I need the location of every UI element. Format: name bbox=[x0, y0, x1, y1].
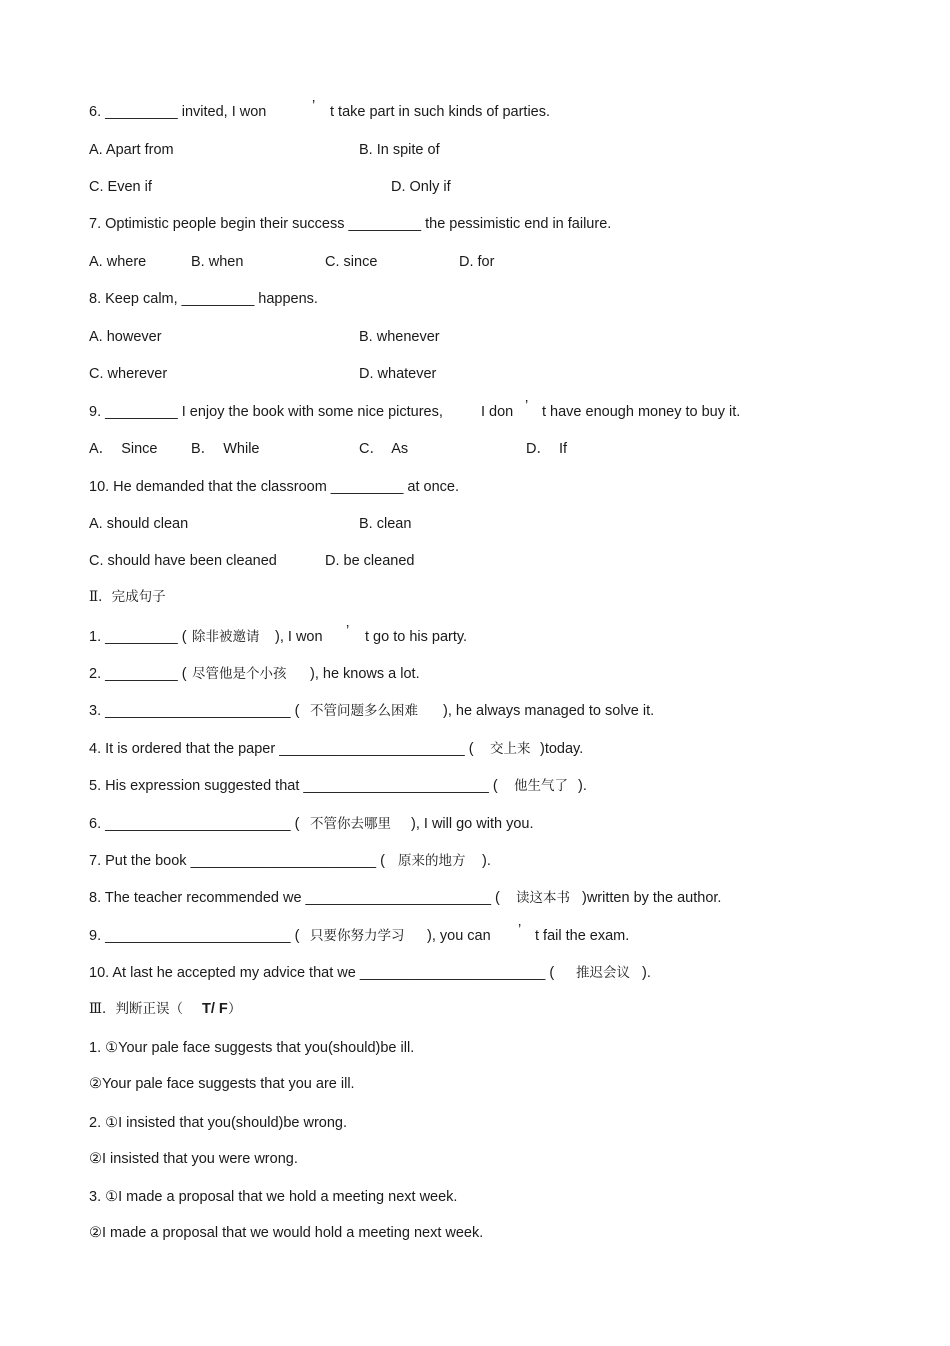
option-d: D． If bbox=[526, 441, 568, 457]
chinese-hint: 原来的地方 bbox=[398, 853, 466, 869]
item-text: )written by the author. bbox=[582, 890, 722, 906]
option-a: A. Apart from bbox=[89, 142, 174, 158]
section-heading: Ⅲ．判断正误（ bbox=[89, 1001, 184, 1017]
option-d: D. Only if bbox=[391, 179, 451, 195]
sentence-item bbox=[0, 739, 950, 759]
sentence-item bbox=[0, 851, 950, 871]
apostrophe: ’ bbox=[518, 922, 522, 938]
option-a: A． Since bbox=[89, 441, 158, 457]
option-b: B. clean bbox=[359, 516, 412, 532]
chinese-hint: 读这本书 bbox=[516, 890, 570, 906]
question-stem-end: t have enough money to buy it. bbox=[542, 404, 741, 420]
option-c: C. Even if bbox=[89, 179, 152, 195]
item-text: )today. bbox=[540, 741, 584, 757]
chinese-hint: 交上来 bbox=[490, 741, 531, 757]
option-a: A. however bbox=[89, 329, 162, 345]
question-stem: 6. _________ invited, I won bbox=[89, 104, 267, 120]
chinese-hint: 除非被邀请 bbox=[192, 629, 260, 645]
sentence-item bbox=[0, 623, 950, 647]
chinese-hint: 推迟会议 bbox=[576, 965, 630, 981]
option-d: D. for bbox=[459, 254, 495, 270]
section-heading: Ⅱ．完成句子 bbox=[89, 589, 166, 605]
judgement-item bbox=[0, 1074, 950, 1094]
item-text: 5. His expression suggested that _______________________ ( bbox=[89, 778, 498, 794]
option-d: D. be cleaned bbox=[325, 553, 415, 569]
option-a: A. where bbox=[89, 254, 147, 270]
item-text: ). bbox=[578, 778, 587, 794]
item-text: ). bbox=[642, 965, 651, 981]
section-heading-tf: T/ F bbox=[202, 1001, 228, 1017]
question-stem-mid: I don bbox=[481, 404, 514, 420]
item-text: ), I will go with you. bbox=[411, 816, 534, 832]
chinese-hint: 尽管他是个小孩 bbox=[192, 666, 287, 682]
item-text: 6. _______________________ ( bbox=[89, 816, 300, 832]
option-c: C． As bbox=[359, 441, 409, 457]
item-text: 1. ①Your pale face suggests that you(should)be ill. bbox=[89, 1040, 415, 1056]
options-row bbox=[0, 252, 950, 272]
item-text: 8. The teacher recommended we _______________________ ( bbox=[89, 890, 500, 906]
apostrophe: ’ bbox=[312, 98, 316, 114]
option-c: C. since bbox=[325, 254, 378, 270]
sentence-item bbox=[0, 664, 950, 684]
question-stem: 8. Keep calm, _________ happens. bbox=[89, 291, 318, 307]
item-text: 3. _______________________ ( bbox=[89, 703, 300, 719]
item-text: 2. ①I insisted that you(should)be wrong. bbox=[89, 1115, 348, 1131]
item-text: ②I made a proposal that we would hold a meeting next week. bbox=[89, 1225, 484, 1241]
judgement-item bbox=[0, 1113, 950, 1133]
option-d: D. whatever bbox=[359, 366, 437, 382]
question-8 bbox=[0, 289, 950, 309]
item-text: ), I won bbox=[275, 629, 323, 645]
question-9 bbox=[0, 398, 950, 422]
question-stem: 7. Optimistic people begin their success _________ the pessimistic end in failure. bbox=[89, 216, 612, 232]
options-row bbox=[0, 140, 950, 160]
chinese-hint: 不管你去哪里 bbox=[310, 816, 391, 832]
option-c: C. wherever bbox=[89, 366, 168, 382]
judgement-item bbox=[0, 1038, 950, 1058]
sentence-item bbox=[0, 888, 950, 908]
judgement-item bbox=[0, 1149, 950, 1169]
section-2-heading bbox=[0, 587, 950, 607]
item-text: 2. _________ ( bbox=[89, 666, 187, 682]
sentence-item bbox=[0, 963, 950, 983]
options-row bbox=[0, 551, 950, 571]
item-text: 4. It is ordered that the paper _______________________ ( bbox=[89, 741, 474, 757]
apostrophe: ’ bbox=[525, 398, 529, 414]
option-c: C. should have been cleaned bbox=[89, 553, 277, 569]
item-text: ②I insisted that you were wrong. bbox=[89, 1151, 298, 1167]
judgement-item bbox=[0, 1223, 950, 1243]
item-text: 1. _________ ( bbox=[89, 629, 187, 645]
section-3-heading bbox=[0, 999, 950, 1019]
item-text: ). bbox=[482, 853, 491, 869]
section-heading-end: ） bbox=[228, 1001, 242, 1017]
item-text: ②Your pale face suggests that you are ill. bbox=[89, 1076, 355, 1092]
option-b: B． While bbox=[191, 441, 260, 457]
item-text: 10. At last he accepted my advice that we _______________________ ( bbox=[89, 965, 555, 981]
question-6 bbox=[0, 98, 950, 122]
option-b: B. when bbox=[191, 254, 244, 270]
sentence-item bbox=[0, 814, 950, 834]
question-stem: 10. He demanded that the classroom _________ at once. bbox=[89, 479, 460, 495]
question-7 bbox=[0, 214, 950, 234]
item-text: 9. _______________________ ( bbox=[89, 928, 300, 944]
item-text: ), you can bbox=[427, 928, 491, 944]
option-b: B. In spite of bbox=[359, 142, 440, 158]
options-row bbox=[0, 439, 950, 459]
options-row bbox=[0, 514, 950, 534]
item-text: t fail the exam. bbox=[535, 928, 630, 944]
sentence-item bbox=[0, 922, 950, 946]
sentence-item bbox=[0, 701, 950, 721]
item-text: ), he knows a lot. bbox=[310, 666, 420, 682]
option-a: A. should clean bbox=[89, 516, 189, 532]
question-10 bbox=[0, 477, 950, 497]
chinese-hint: 只要你努力学习 bbox=[310, 928, 405, 944]
sentence-item bbox=[0, 776, 950, 796]
options-row bbox=[0, 364, 950, 384]
item-text: 7. Put the book _______________________ ( bbox=[89, 853, 385, 869]
item-text: ), he always managed to solve it. bbox=[443, 703, 655, 719]
judgement-item bbox=[0, 1187, 950, 1207]
chinese-hint: 不管问题多么困难 bbox=[310, 703, 418, 719]
options-row bbox=[0, 177, 950, 197]
option-b: B. whenever bbox=[359, 329, 440, 345]
question-stem: 9. _________ I enjoy the book with some nice pictures, bbox=[89, 404, 443, 420]
question-stem-end: t take part in such kinds of parties. bbox=[330, 104, 551, 120]
item-text: 3. ①I made a proposal that we hold a meeting next week. bbox=[89, 1189, 458, 1205]
item-text: t go to his party. bbox=[365, 629, 468, 645]
options-row bbox=[0, 327, 950, 347]
chinese-hint: 他生气了 bbox=[514, 778, 568, 794]
apostrophe: ’ bbox=[346, 623, 350, 639]
